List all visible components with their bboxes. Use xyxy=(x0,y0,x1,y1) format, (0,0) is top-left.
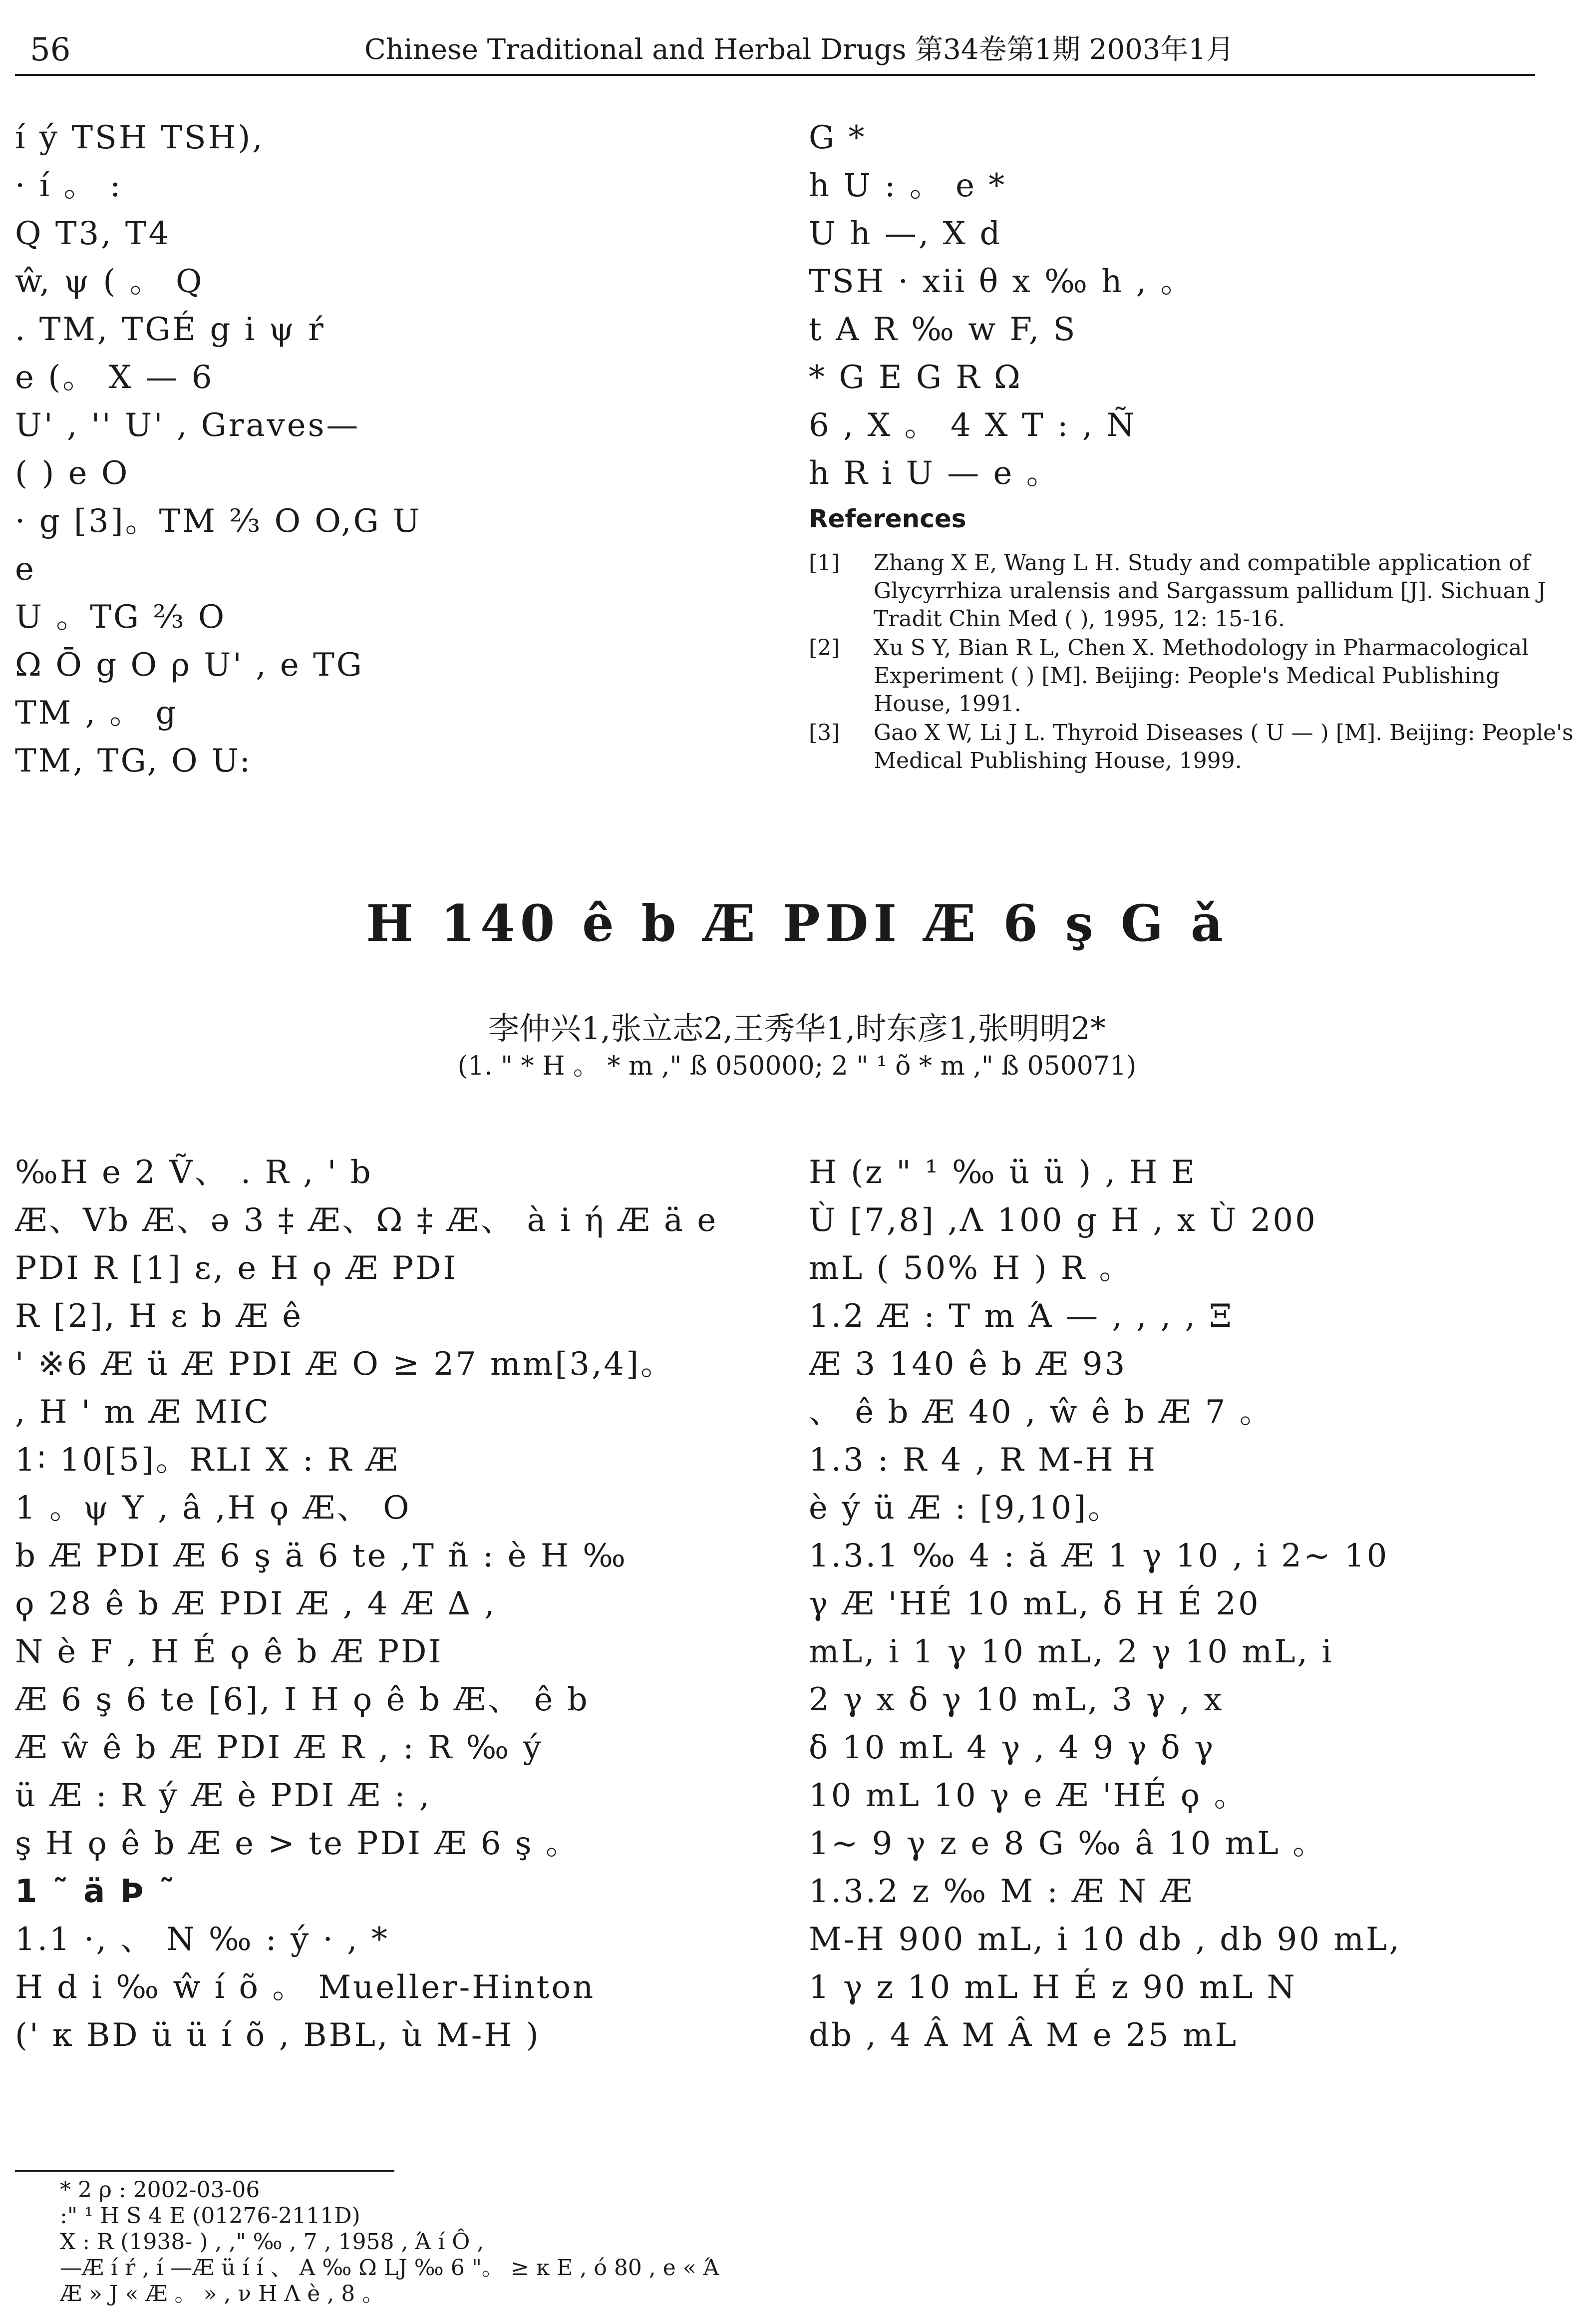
text-line: e xyxy=(15,551,36,588)
text-line: 、 ê b Æ 40 , ŵ ê b Æ 7 。 xyxy=(809,1394,1274,1431)
text-line: db , 4 Â M Â M e 25 mL xyxy=(809,2017,1239,2054)
text-line: (' κ BD ü ü í õ , BBL, ù M-H ) xyxy=(15,2017,541,2054)
article-title: H 140 ê b Æ PDI Æ 6 ş G ǎ xyxy=(366,894,1228,953)
footnote-rule xyxy=(15,2170,394,2172)
footnote-line: Æ » J « Æ 。 » , ν H Λ è , 8 。 xyxy=(60,2281,384,2307)
text-line: TSH · xii θ x ‰ h , 。 xyxy=(809,263,1195,300)
text-line: · í 。 : xyxy=(15,167,123,204)
text-line: γ Æ 'HÉ 10 mL, δ H É 20 xyxy=(809,1585,1261,1622)
reference-text: Gao X W, Li J L. Thyroid Diseases ( U — ) [M]. Beijing: People's Medical Publishing House, 1999. xyxy=(874,720,1574,774)
text-line: ϙ 28 ê b Æ PDI Æ , 4 Æ ∆ , xyxy=(15,1585,497,1622)
text-line: Æ 6 ş 6 te [6], I H ϙ ê b Æ、 ê b xyxy=(15,1681,590,1718)
reference-number: [1] xyxy=(809,550,840,576)
footnotes xyxy=(60,2177,1533,2307)
text-line: í ý TSH TSH), xyxy=(15,119,265,156)
text-line: 1~ 9 γ z e 8 G ‰ â 10 mL 。 xyxy=(809,1825,1327,1862)
text-line: t A R ‰ w F, S xyxy=(809,311,1077,348)
text-line: R [2], H ε b Æ ê xyxy=(15,1298,304,1335)
text-line: 1.3.1 ‰ 4 : ă Æ 1 γ 10 , i 2~ 10 xyxy=(809,1538,1389,1574)
text-line: Ω Ō g O ρ U' , e TG xyxy=(15,647,364,684)
text-line: 1.3.2 z ‰ M : Æ N Æ xyxy=(809,1873,1195,1910)
text-line: TM, TG, O U: xyxy=(15,743,253,779)
text-line: 10 mL 10 γ e Æ 'HÉ ϙ 。 xyxy=(809,1777,1248,1814)
text-line: Ν è F , H É ϙ ê b Æ PDI xyxy=(15,1633,443,1670)
text-line: 6 , X 。 4 X T : , Ñ xyxy=(809,407,1137,444)
text-line: ü Æ : R ý Æ è PDI Æ : , xyxy=(15,1777,432,1814)
text-line: ' ※6 Æ ü Æ PDI Æ O ≥ 27 mm[3,4]。 xyxy=(15,1346,675,1383)
text-line: , H ' m Æ MIC xyxy=(15,1394,271,1431)
text-line: 1.3 : R 4 , R M-H H xyxy=(809,1442,1157,1479)
text-line: 1∶ 10[5]。RLI X : R Æ xyxy=(15,1442,400,1479)
text-line: 2 γ x δ γ 10 mL, 3 γ , x xyxy=(809,1681,1224,1718)
reference-text: Zhang X E, Wang L H. Study and compatible application of Glycyrrhiza uralensis and Sargassum pallidum [J]. Sichuan J Tradit Chin Med ( ), 1995, 12: 15-16. xyxy=(874,550,1546,632)
section-heading: 1 ˜ ä Þ ˜ xyxy=(15,1873,177,1910)
text-line: H (z " ¹ ‰ ü ü ) , H E xyxy=(809,1154,1197,1191)
text-line: . TM, TGÉ g i ψ ŕ xyxy=(15,311,325,348)
text-line: ŵ, ψ ( 。 Q xyxy=(15,263,204,300)
references-heading: References xyxy=(809,504,966,533)
text-line: h R i U — e 。 xyxy=(809,455,1060,492)
text-line: δ 10 mL 4 γ , 4 9 γ δ γ xyxy=(809,1729,1216,1766)
text-line: Ù [7,8] ,Λ 100 g H , x Ù 200 xyxy=(809,1202,1317,1239)
text-line: h U : 。 e * xyxy=(809,167,1007,204)
text-line: 1.1 ·, 、 N ‰ : ý · , * xyxy=(15,1921,389,1958)
text-line: U' , '' U' , Graves— xyxy=(15,407,360,444)
reference-number: [3] xyxy=(809,720,840,746)
text-line: ş H ϙ ê b Æ e > te PDI Æ 6 ş 。 xyxy=(15,1825,580,1862)
article-right-column xyxy=(809,1149,1580,2059)
text-line: mL ( 50% H ) R 。 xyxy=(809,1250,1133,1287)
text-line: Æ、Vb Æ、ə 3 ‡ Æ、Ω ‡ Æ、 à i ή Æ ä e xyxy=(15,1202,718,1239)
text-line: b Æ PDI Æ 6 ş ä 6 te ,T ñ : è H ‰ xyxy=(15,1538,628,1574)
text-line: e (。 X — 6 xyxy=(15,359,214,396)
text-line: 1 γ z 10 mL H É z 90 mL N xyxy=(809,1969,1297,2006)
footnote-line: :" ¹ H S 4 E (01276-2111D) xyxy=(60,2203,360,2229)
text-line: * G E G R Ω xyxy=(809,359,1022,396)
page-number: 56 xyxy=(30,31,71,68)
text-line: H d i ‰ ŵ í õ 。 Mueller-Hinton xyxy=(15,1969,596,2006)
text-line: ‰H e 2 Ṽ、 . R , ' b xyxy=(15,1154,373,1191)
article-affiliations: (1. " * H 。 * m ," ß 050000; 2 " ¹ õ * m ," ß 050071) xyxy=(457,1051,1137,1081)
text-line: U h —, X d xyxy=(809,215,1002,252)
text-line: è ý ü Æ : [9,10]。 xyxy=(809,1490,1122,1527)
text-line: G * xyxy=(809,119,867,156)
text-line: Q T3, T4 xyxy=(15,215,171,252)
text-line: U 。TG ⅔ O xyxy=(15,599,227,636)
reference-item xyxy=(809,719,1580,779)
prev-article-right-column xyxy=(809,114,1580,497)
footnote-line: X : R (1938- ) , ," ‰ , 7 , 1958 , Ά í Ô , xyxy=(60,2229,484,2255)
article-left-column xyxy=(15,1149,774,2059)
text-line: TM , 。 g xyxy=(15,695,178,732)
reference-item xyxy=(809,634,1580,719)
text-line: mL, i 1 γ 10 mL, 2 γ 10 mL, i xyxy=(809,1633,1334,1670)
text-line: Æ 3 140 ê b Æ 93 xyxy=(809,1346,1127,1383)
text-line: Æ ŵ ê b Æ PDI Æ R , : R ‰ ý xyxy=(15,1729,543,1766)
text-line: ( ) e O xyxy=(15,455,130,492)
text-line: 1 。ψ Y , â ,H ϙ Æ、 O xyxy=(15,1490,411,1527)
text-line: · g [3]。TM ⅔ O O,G U xyxy=(15,503,422,540)
text-line: M-H 900 mL, i 10 db , db 90 mL, xyxy=(809,1921,1401,1958)
article-authors: 李仲兴1,张立志2,王秀华1,时东彦1,张明明2* xyxy=(488,1010,1106,1047)
reference-number: [2] xyxy=(809,635,840,661)
reference-item xyxy=(809,549,1580,634)
reference-text: Xu S Y, Bian R L, Chen X. Methodology in Pharmacological Experiment ( ) [M]. Beijing: People's Medical Publishing House, 1991. xyxy=(874,635,1529,717)
header-rule xyxy=(15,74,1535,76)
prev-article-left-column xyxy=(15,114,774,785)
footnote-line: —Æ í ŕ , í —Æ ü í í 、 A ‰ Ω LJ ‰ 6 "。 ≥ κ E , ó 80 , e « Ά xyxy=(60,2255,719,2281)
footnote-line: * 2 ρ : 2002-03-06 xyxy=(60,2177,260,2203)
text-line: PDI R [1] ε, e H ϙ Æ PDI xyxy=(15,1250,458,1287)
text-line: 1.2 Æ : T m Ά — , , , , Ξ xyxy=(809,1298,1234,1335)
journal-line: Chinese Traditional and Herbal Drugs 第34卷第1期 2003年1月 xyxy=(364,33,1235,66)
